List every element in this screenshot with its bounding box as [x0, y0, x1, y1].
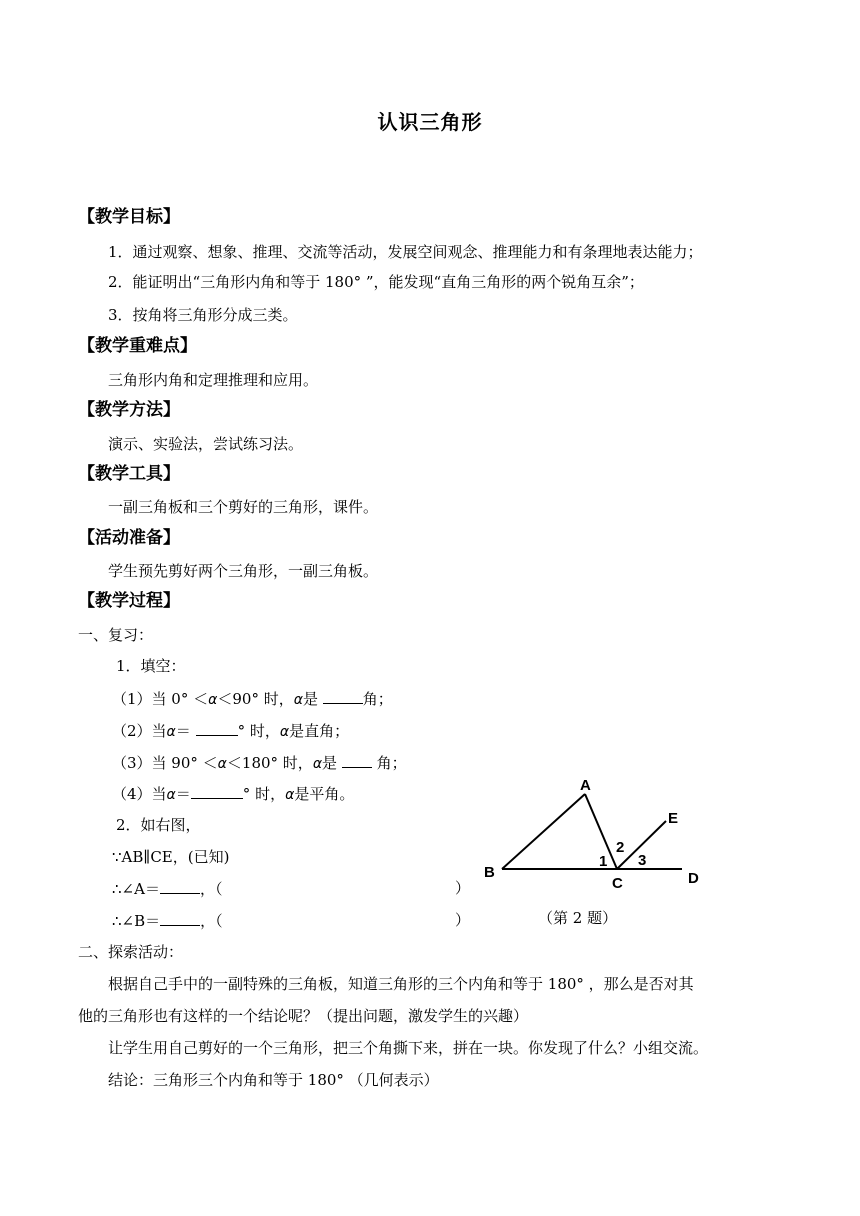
process-heading: 【教学过程】	[78, 591, 180, 611]
fill3-text-a: （3）当 90° ＜	[112, 754, 218, 772]
alpha-symbol: α	[166, 787, 176, 803]
objective-item-1: 1．通过观察、想象、推理、交流等活动，发展空间观念、推理能力和有条理地表达能力；	[108, 243, 703, 261]
answer-blank[interactable]	[323, 688, 363, 704]
angle-label-2: 2	[616, 839, 625, 856]
explore-paragraph-1-line-2: 他的三角形也有这样的一个结论呢？（提出问题，激发学生的兴趣）	[78, 1007, 529, 1025]
step1-text-b: ，（	[199, 880, 223, 898]
answer-blank[interactable]	[160, 878, 200, 894]
fill1-text-b: ＜90° 时，	[217, 690, 294, 708]
explore-paragraph-2: 让学生用自己剪好的一个三角形，把三个角撕下来，拼在一块。你发现了什么？小组交流。	[108, 1039, 709, 1057]
answer-blank[interactable]	[191, 783, 243, 799]
question-2-step-1	[112, 878, 471, 899]
objective-item-3: 3．按角将三角形分成三类。	[108, 306, 298, 324]
alpha-symbol: α	[166, 724, 176, 740]
question-2-given: ∵AB∥CE，(已知)	[112, 848, 230, 866]
review-title: 一、复习：	[78, 626, 154, 644]
fill4-text-a: （4）当	[112, 785, 167, 803]
step2-text-b: ，（	[200, 912, 223, 930]
fill-blank-2	[112, 720, 349, 742]
point-label-a: A	[580, 777, 591, 794]
fill1-text-d: 角；	[362, 690, 393, 708]
answer-blank[interactable]	[342, 752, 372, 768]
fill3-text-c: 是	[322, 754, 342, 772]
step2-text-c: ）	[455, 911, 471, 929]
angle-label-3: 3	[638, 852, 647, 869]
fill2-text-b: ＝	[175, 722, 196, 740]
question-2-title: 2．如右图，	[116, 816, 201, 834]
key-points-text: 三角形内角和定理推理和应用。	[108, 371, 319, 389]
methods-text: 演示、实验法，尝试练习法。	[108, 435, 304, 453]
key-points-heading: 【教学重难点】	[78, 336, 197, 356]
point-label-b: B	[484, 864, 495, 881]
step1-text-c: ）	[455, 879, 471, 897]
angle-label-1: 1	[599, 853, 608, 870]
preparation-text: 学生预先剪好两个三角形，一副三角板。	[108, 562, 379, 580]
explore-title: 二、探索活动：	[78, 943, 184, 961]
answer-blank[interactable]	[160, 910, 200, 926]
methods-heading: 【教学方法】	[78, 400, 180, 420]
fill2-text-d: 是直角；	[289, 722, 350, 740]
question-2-step-2	[112, 910, 471, 931]
segment-ba	[502, 794, 585, 869]
alpha-symbol: α	[217, 756, 227, 772]
fill-blank-4	[112, 783, 354, 805]
answer-blank[interactable]	[196, 720, 238, 736]
alpha-symbol: α	[285, 787, 295, 803]
step1-text-a: ∴∠A＝	[112, 880, 160, 898]
explore-paragraph-1-line-1: 根据自己手中的一副特殊的三角板，知道三角形的三个内角和等于 180° ，那么是否对其	[108, 975, 694, 993]
triangle-figure	[475, 772, 735, 902]
fill3-text-b: ＜180° 时，	[226, 754, 313, 772]
point-label-e: E	[668, 810, 679, 827]
fill2-text-a: （2）当	[112, 722, 167, 740]
explore-conclusion: 结论：三角形三个内角和等于 180° （几何表示）	[108, 1071, 439, 1089]
alpha-symbol: α	[293, 692, 303, 708]
fill-blank-1	[112, 688, 393, 710]
alpha-symbol: α	[279, 724, 290, 740]
tools-heading: 【教学工具】	[78, 464, 180, 484]
fill-blank-3	[112, 752, 407, 774]
fill2-text-c: ° 时，	[237, 722, 280, 740]
point-label-c: C	[612, 875, 623, 892]
fill1-text-a: （1）当 0° ＜	[112, 690, 209, 708]
point-label-d: D	[688, 870, 699, 887]
fill4-text-b: ＝	[175, 785, 191, 803]
objective-item-2: 2．能证明出“三角形内角和等于 180° ”，能发现“直角三角形的两个锐角互余”；	[108, 273, 644, 291]
page-title: 认识三角形	[377, 110, 483, 134]
fill1-text-c: 是	[302, 690, 323, 708]
tools-text: 一副三角板和三个剪好的三角形，课件。	[108, 498, 379, 516]
figure-caption: （第 2 题）	[538, 909, 618, 927]
fill4-text-d: 是平角。	[294, 785, 355, 803]
fill4-text-c: ° 时，	[242, 785, 286, 803]
objectives-heading: 【教学目标】	[78, 207, 180, 227]
step2-text-a: ∴∠B＝	[112, 912, 161, 930]
alpha-symbol: α	[312, 756, 323, 772]
alpha-symbol: α	[208, 692, 218, 708]
question-1-title: 1．填空：	[116, 657, 186, 675]
fill3-text-d: 角；	[371, 754, 407, 772]
preparation-heading: 【活动准备】	[78, 528, 180, 548]
